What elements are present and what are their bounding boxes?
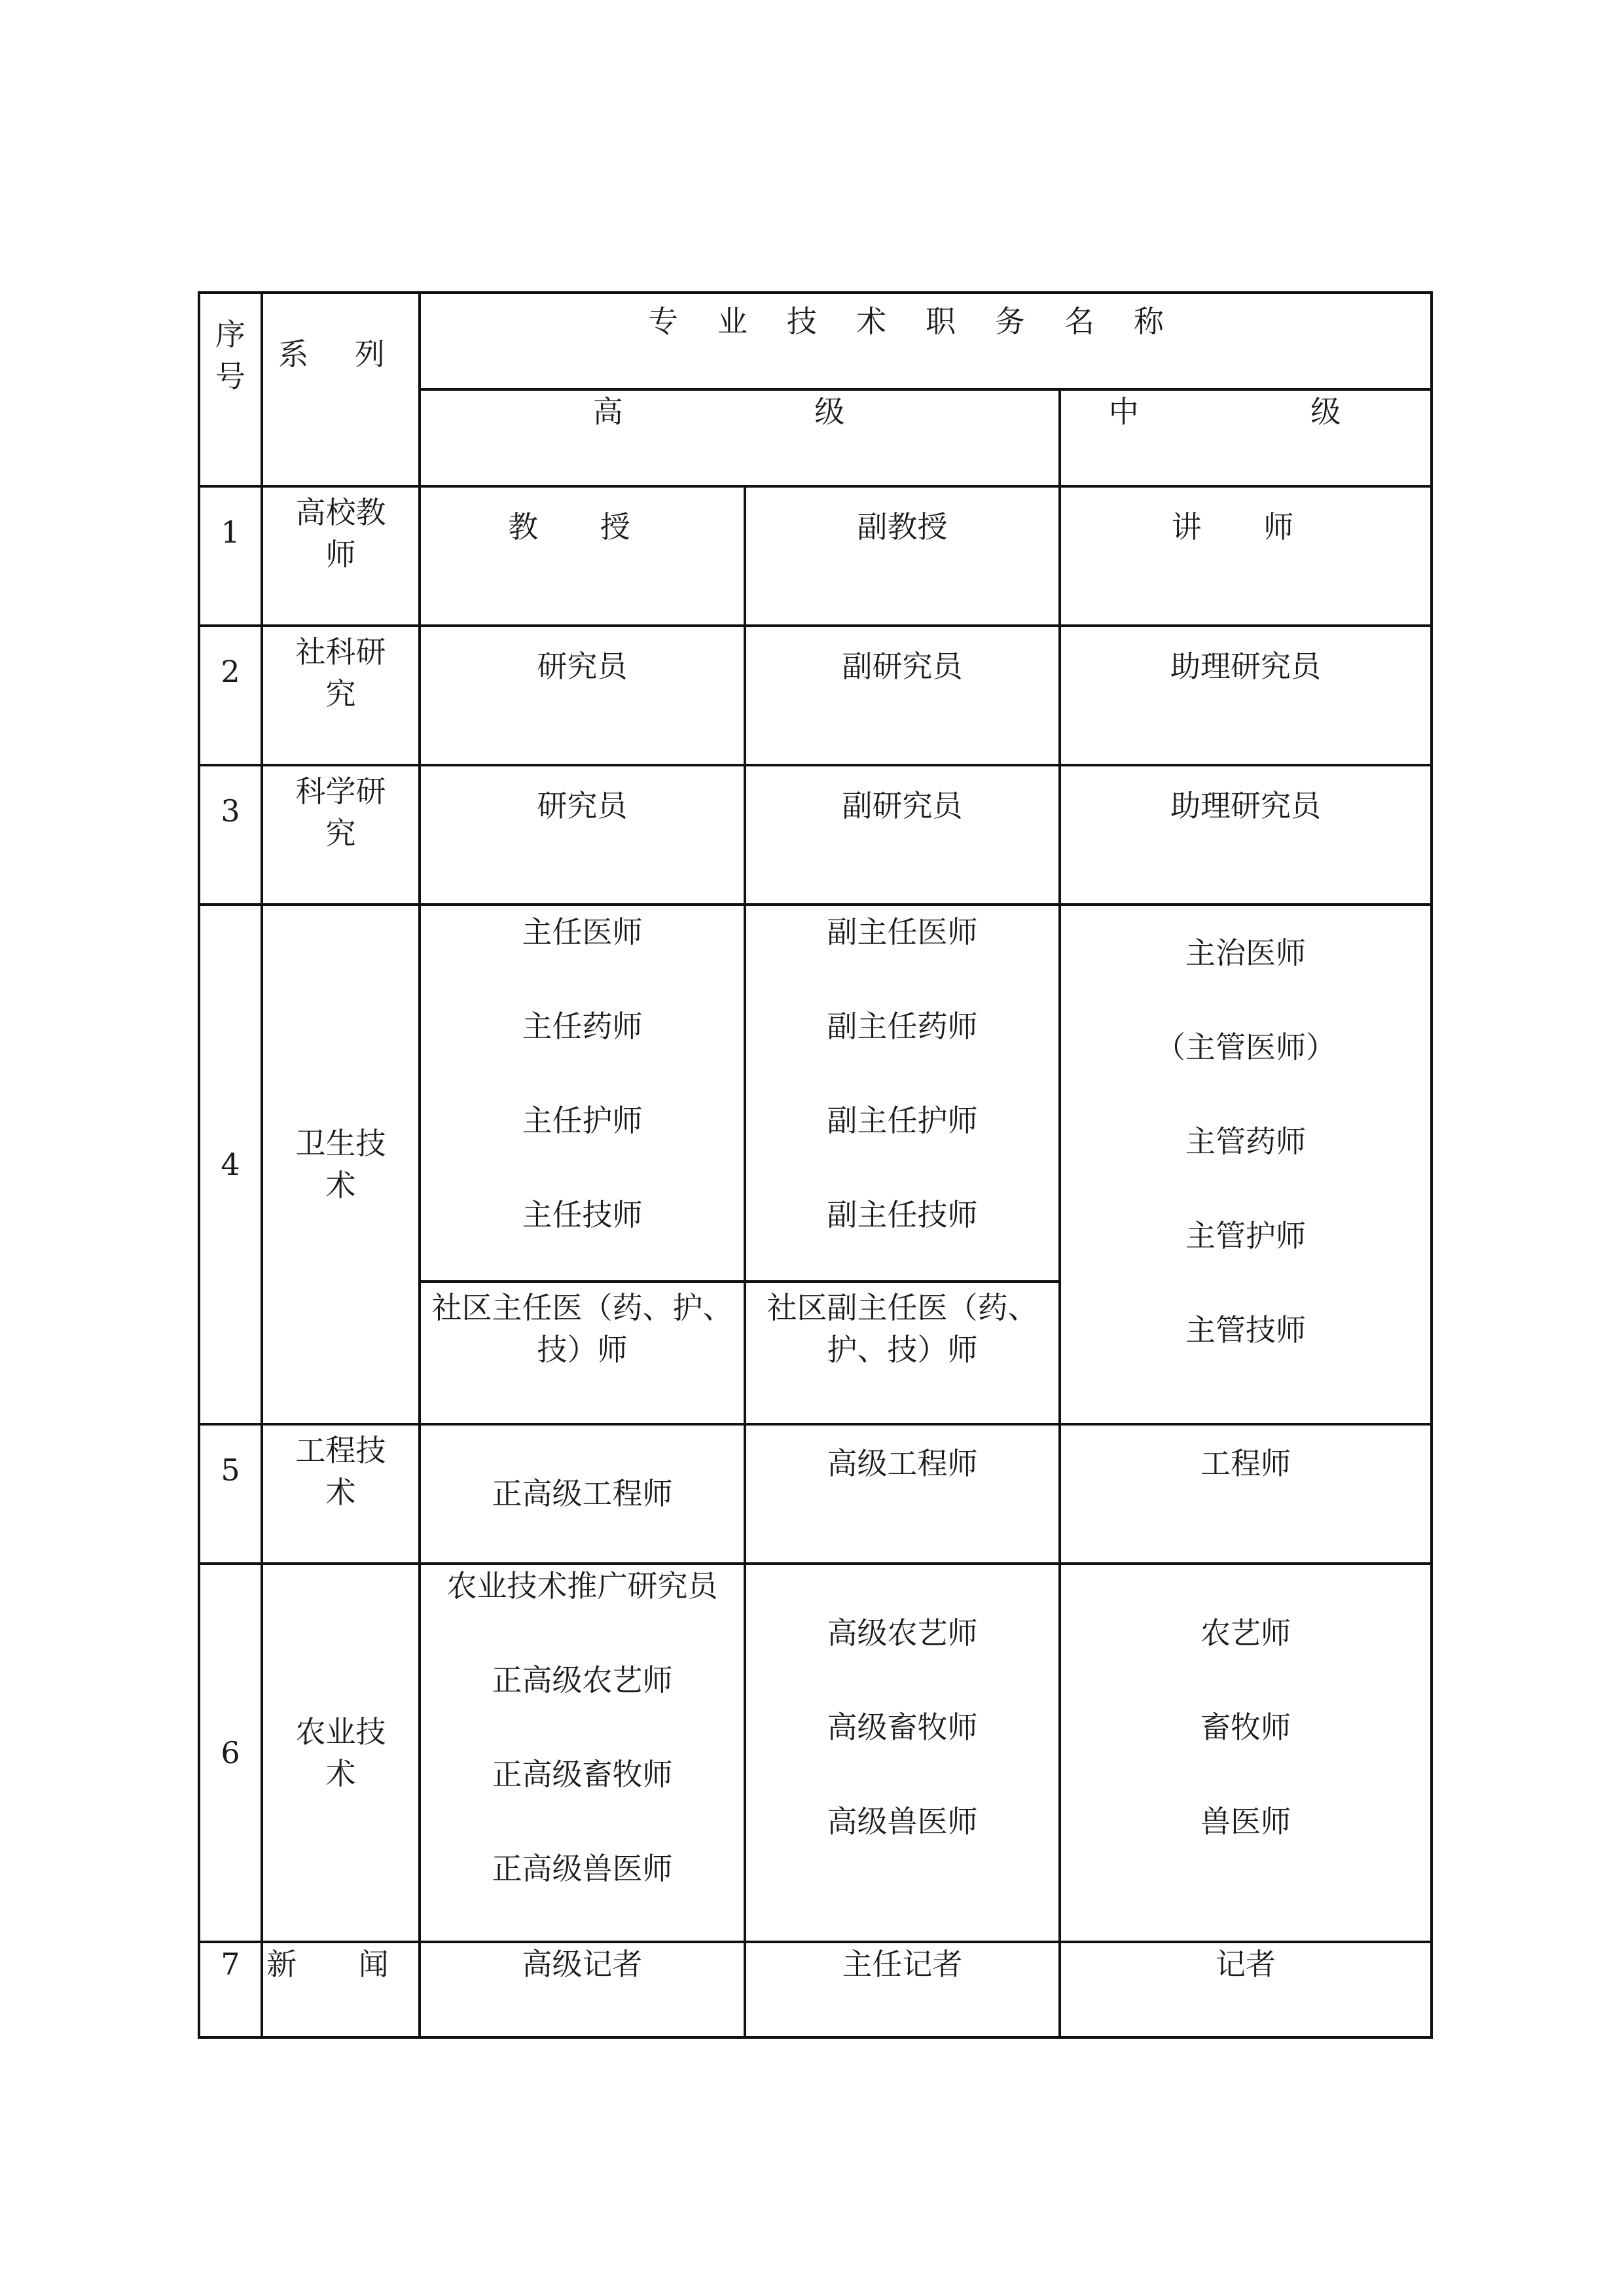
row-series-text: 工程技术	[295, 1433, 386, 1510]
senior-b-cell-lines	[746, 1943, 1058, 1985]
row-series	[262, 486, 420, 626]
senior-b-cell	[745, 1942, 1060, 2037]
row-series-text: 新 闻	[266, 1946, 415, 1982]
row-index	[199, 1564, 262, 1942]
title-entry: 主管药师	[1185, 1124, 1306, 1159]
middle-cell	[1060, 626, 1432, 765]
group-title-cell	[420, 293, 1432, 389]
title-entry: 讲 师	[1171, 509, 1320, 545]
senior-a-cell	[420, 626, 745, 765]
senior-a-cell-lines	[421, 506, 744, 548]
title-entry: 农业技术推广研究员	[446, 1568, 718, 1604]
senior-a-cell	[420, 1942, 745, 2037]
middle-cell	[1060, 1564, 1432, 1942]
title-entry: 高级农艺师	[827, 1615, 978, 1651]
row-series-text: 科学研究	[295, 774, 386, 851]
table-row	[199, 486, 1432, 626]
title-entry: 主治医师	[1185, 935, 1306, 971]
row-series-text: 社科研究	[295, 634, 386, 711]
title-entry: 正高级工程师	[492, 1476, 673, 1511]
title-entry: 高级工程师	[827, 1446, 978, 1481]
title-entry: 主任技师	[522, 1197, 643, 1232]
row-series	[262, 1424, 420, 1564]
senior-a-cell-lines	[421, 785, 744, 827]
row-index-text: 1	[221, 514, 240, 550]
series-header-label: 系 列	[278, 336, 403, 372]
title-entry: 研究员	[537, 649, 628, 684]
title-entry: 副主任技师	[827, 1197, 978, 1232]
senior-b-cell-lines	[746, 785, 1058, 827]
title-entry: 副教授	[857, 509, 948, 545]
senior-b-cell	[745, 765, 1060, 905]
title-entry: （主管医师）	[1155, 1030, 1336, 1065]
title-entry: 农艺师	[1200, 1615, 1291, 1651]
row-index-text: 6	[221, 1735, 240, 1770]
middle-header-label: 中 级	[1108, 394, 1383, 429]
middle-cell-lines	[1061, 932, 1430, 1351]
row-index	[199, 486, 262, 626]
middle-cell	[1060, 1942, 1432, 2037]
row-series	[262, 1564, 420, 1942]
middle-cell	[1060, 1424, 1432, 1564]
row-series-text: 农业技术	[295, 1714, 386, 1791]
senior-a-cell	[420, 1564, 745, 1942]
title-entry: 正高级兽医师	[492, 1851, 673, 1886]
title-entry: 社区主任医（药、护、技）师	[431, 1290, 733, 1367]
title-entry: 主管护师	[1185, 1218, 1306, 1253]
senior-a-cell-lines	[421, 1943, 744, 1985]
title-entry: 正高级畜牧师	[492, 1757, 673, 1792]
senior-b-cell-lines	[746, 506, 1058, 548]
middle-cell-lines	[1061, 785, 1430, 827]
senior-b-cell	[745, 486, 1060, 626]
row-index	[199, 765, 262, 905]
title-entry: 副主任医师	[827, 914, 978, 950]
senior-b-cell	[745, 626, 1060, 765]
title-entry: 高级畜牧师	[827, 1710, 978, 1745]
senior-a-cell	[420, 765, 745, 905]
row-series	[262, 905, 420, 1424]
title-entry: 副主任护师	[827, 1103, 978, 1138]
senior-a-cell-lines	[421, 645, 744, 687]
row-index	[199, 905, 262, 1424]
senior-header	[420, 389, 1060, 486]
table-row	[199, 626, 1432, 765]
row-index	[199, 626, 262, 765]
senior-header-label: 高 级	[592, 394, 887, 429]
title-entry: 主任护师	[522, 1103, 643, 1138]
title-entry: 主任记者	[842, 1946, 963, 1982]
middle-cell-lines	[1061, 1943, 1430, 1985]
title-entry: 研究员	[537, 788, 628, 823]
title-entry: 副研究员	[842, 788, 963, 823]
middle-header	[1060, 389, 1432, 486]
senior-a-extra-cell	[420, 1282, 745, 1424]
title-entry: 正高级农艺师	[492, 1662, 673, 1698]
senior-a-cell	[420, 905, 745, 1282]
middle-cell-lines	[1061, 1443, 1430, 1484]
row-series-text: 高校教师	[295, 495, 386, 572]
middle-cell-lines	[1061, 645, 1430, 687]
table-row	[199, 905, 1432, 1282]
title-entry: 副研究员	[842, 649, 963, 684]
header-row-top	[199, 293, 1432, 389]
senior-b-cell	[745, 905, 1060, 1282]
seq-header	[199, 293, 262, 486]
title-entry: 主任医师	[522, 914, 643, 950]
senior-a-cell	[420, 486, 745, 626]
middle-cell	[1060, 765, 1432, 905]
row-series	[262, 626, 420, 765]
title-entry: 高级记者	[522, 1946, 643, 1982]
title-entry: 兽医师	[1200, 1804, 1291, 1839]
senior-b-cell-lines	[746, 645, 1058, 687]
senior-b-cell-lines	[746, 1443, 1058, 1484]
middle-cell-lines	[1061, 1612, 1430, 1842]
middle-cell-lines	[1061, 506, 1430, 548]
title-entry: 助理研究员	[1170, 788, 1321, 823]
row-index	[199, 1424, 262, 1564]
senior-b-cell	[745, 1424, 1060, 1564]
title-entry: 畜牧师	[1200, 1710, 1291, 1745]
group-title: 专业技术职务名称	[648, 304, 1203, 339]
title-entry: 主管技师	[1185, 1312, 1306, 1348]
title-entry: 社区副主任医（药、护、技）师	[767, 1290, 1038, 1367]
row-index-text: 4	[221, 1147, 240, 1182]
row-series	[262, 765, 420, 905]
title-entry: 教 授	[508, 509, 657, 545]
title-entry: 副主任药师	[827, 1009, 978, 1044]
title-entry: 记者	[1216, 1946, 1276, 1982]
senior-a-cell	[420, 1424, 745, 1564]
senior-a-cell-lines	[421, 1473, 744, 1515]
table-row	[199, 765, 1432, 905]
title-table	[198, 291, 1433, 2039]
senior-a-cell-lines	[421, 1565, 744, 1890]
row-index	[199, 1942, 262, 2037]
row-index-text: 7	[221, 1946, 240, 1982]
senior-b-extra-cell	[745, 1282, 1060, 1424]
table-row	[199, 1424, 1432, 1564]
title-entry: 助理研究员	[1170, 649, 1321, 684]
row-series-text: 卫生技术	[295, 1126, 386, 1203]
series-header	[262, 293, 420, 486]
row-index-text: 2	[221, 654, 240, 689]
seq-header-label: 序号	[215, 317, 245, 394]
senior-b-cell-lines	[746, 1612, 1058, 1842]
middle-cell	[1060, 486, 1432, 626]
senior-a-cell-lines	[421, 911, 744, 1236]
middle-cell	[1060, 905, 1432, 1424]
row-series	[262, 1942, 420, 2037]
table-row	[199, 1942, 1432, 2037]
title-entry: 高级兽医师	[827, 1804, 978, 1839]
senior-b-cell-lines	[746, 911, 1058, 1236]
table-row	[199, 1564, 1432, 1942]
row-index-text: 5	[221, 1452, 240, 1488]
senior-b-cell	[745, 1564, 1060, 1942]
title-entry: 工程师	[1200, 1446, 1291, 1481]
row-index-text: 3	[221, 793, 240, 829]
title-entry: 主任药师	[522, 1009, 643, 1044]
